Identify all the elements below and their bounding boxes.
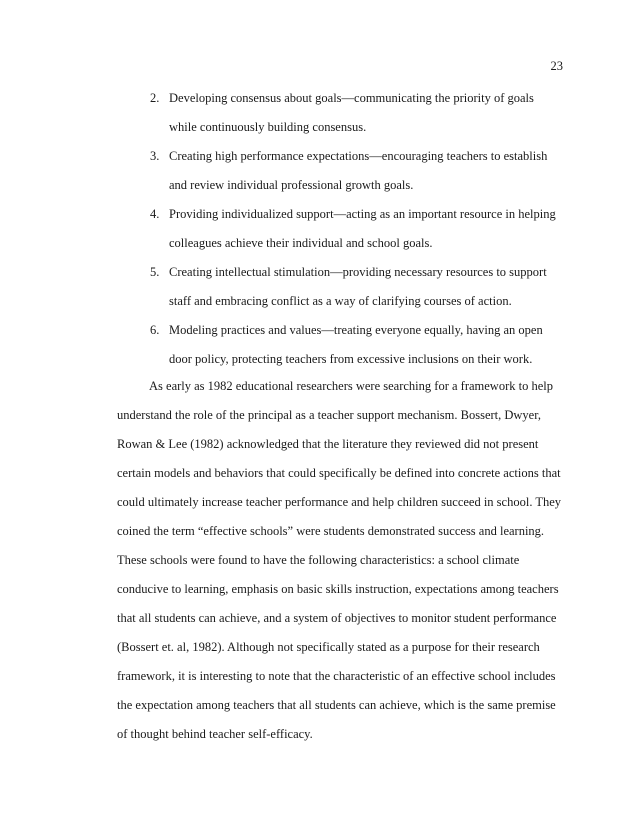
body-paragraph (117, 372, 573, 749)
list-item-number: 4. (150, 207, 160, 221)
paragraph-line: could ultimately increase teacher performance and help children succeed in school. They (117, 495, 562, 509)
list-item (150, 258, 570, 316)
paragraph-line: As early as 1982 educational researchers were searching for a framework to help (149, 379, 553, 393)
paragraph-line: These schools were found to have the following characteristics: a school climate (117, 553, 520, 567)
list-item-number: 6. (150, 323, 160, 337)
list-item-text-line: door policy, protecting teachers from excessive inclusions on their work. (169, 352, 533, 366)
list-item (150, 84, 570, 142)
list-item-text-line: while continuously building consensus. (169, 120, 367, 134)
paragraph-line: coined the term “effective schools” were students demonstrated success and learning. (117, 524, 545, 538)
list-item (150, 316, 570, 374)
paragraph-line: of thought behind teacher self-efficacy. (117, 727, 313, 741)
paragraph-line: certain models and behaviors that could specifically be defined into concrete actions that (117, 466, 561, 480)
list-item-number: 3. (150, 149, 160, 163)
list-item-text-line: staff and embracing conflict as a way of clarifying courses of action. (169, 294, 512, 308)
list-item-text-line: Providing individualized support—acting as an important resource in helping (169, 207, 556, 221)
list-item-text-line: Creating high performance expectations—encouraging teachers to establish (169, 149, 548, 163)
list-item-text-line: Modeling practices and values—treating everyone equally, having an open (169, 323, 543, 337)
list-item (150, 200, 570, 258)
list-item-number: 2. (150, 91, 160, 105)
list-item-text-line: Developing consensus about goals—communicating the priority of goals (169, 91, 534, 105)
paragraph-line: framework, it is interesting to note that the characteristic of an effective school includes (117, 669, 556, 683)
list-item-number: 5. (150, 265, 160, 279)
paragraph-line: conducive to learning, emphasis on basic skills instruction, expectations among teachers (117, 582, 559, 596)
list-item-text-line: Creating intellectual stimulation—providing necessary resources to support (169, 265, 547, 279)
list-item-text-line: and review individual professional growth goals. (169, 178, 414, 192)
paragraph-line: Rowan & Lee (1982) acknowledged that the literature they reviewed did not present (117, 437, 539, 451)
numbered-list (150, 84, 570, 374)
paragraph-line: the expectation among teachers that all students can achieve, which is the same premise (117, 698, 556, 712)
page-number: 23 (550, 59, 563, 73)
paragraph-line: understand the role of the principal as a teacher support mechanism. Bossert, Dwyer, (117, 408, 542, 422)
paragraph-line: (Bossert et. al, 1982). Although not specifically stated as a purpose for their research (117, 640, 540, 654)
list-item (150, 142, 570, 200)
paragraph-line: that all students can achieve, and a system of objectives to monitor student performance (117, 611, 557, 625)
list-item-text-line: colleagues achieve their individual and school goals. (169, 236, 433, 250)
